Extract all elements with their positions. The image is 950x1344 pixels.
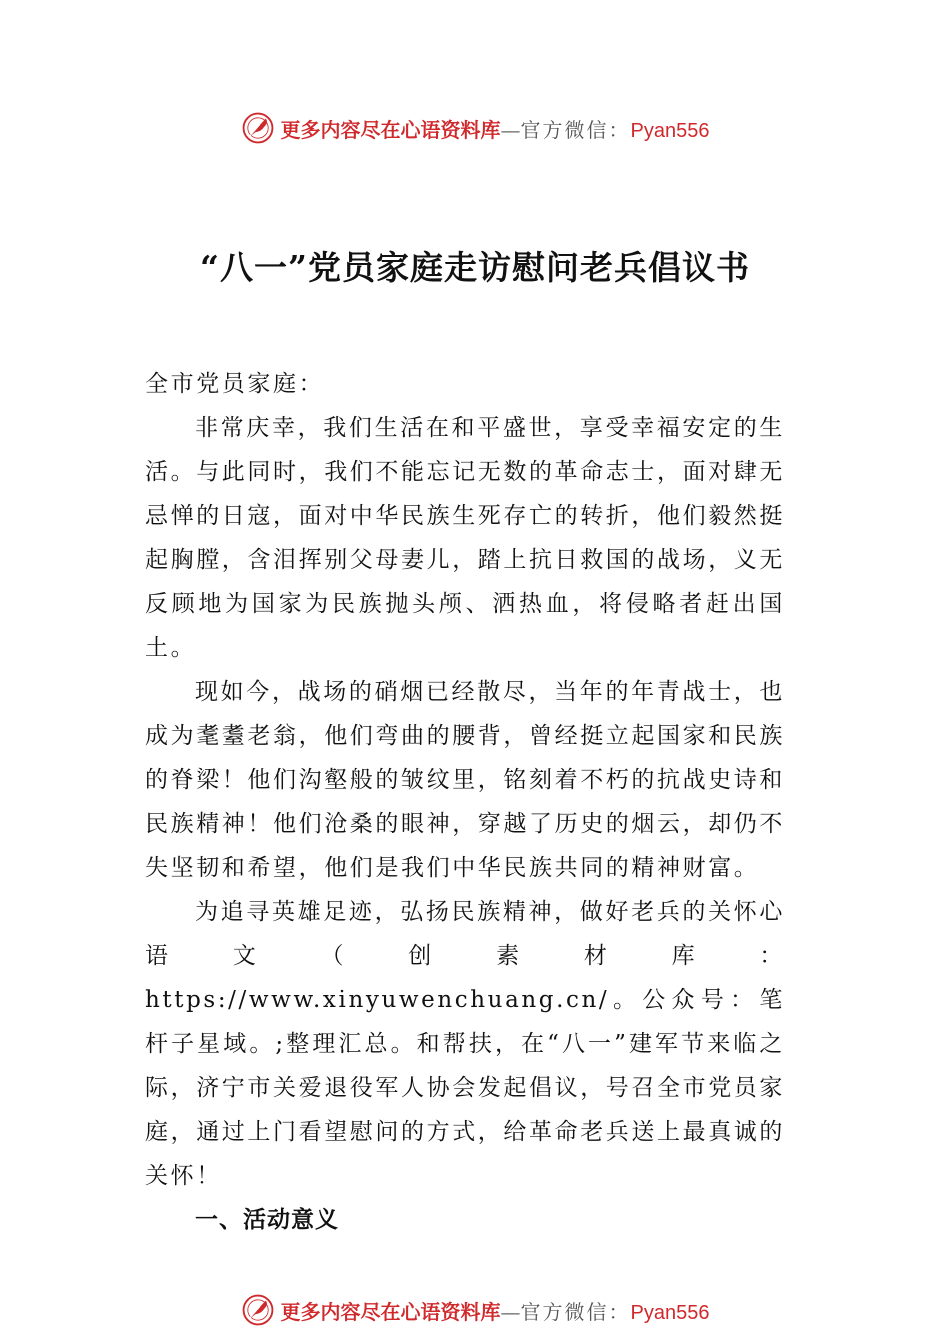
watermark-main-text: 更多内容尽在心语资料库 <box>280 1299 501 1324</box>
salutation: 全市党员家庭： <box>145 371 325 397</box>
watermark-footer <box>0 1290 950 1330</box>
watermark-header <box>0 108 950 148</box>
watermark-main-text: 更多内容尽在心语资料库 <box>280 117 501 142</box>
document-body <box>145 362 785 1242</box>
watermark-wechat-label: 官方微信： <box>520 1299 631 1324</box>
watermark-dash: — <box>500 117 521 142</box>
section-heading: 一、活动意义 <box>195 1207 339 1233</box>
feather-quill-logo-icon <box>241 111 275 145</box>
watermark-wechat-label: 官方微信： <box>520 117 631 142</box>
watermark-wechat-id: Pyan556 <box>630 119 710 142</box>
paragraph-2: 现如今，战场的硝烟已经散尽，当年的年青战士，也成为耄耋老翁，他们弯曲的腰背，曾经挺立起国家和民族的脊梁！他们沟壑般的皱纹里，铭刻着不朽的抗战史诗和民族精神！他们沧桑的眼神，穿越了历史的烟云，却仍不失坚韧和希望，他们是我们中华民族共同的精神财富。 <box>145 679 785 881</box>
watermark-dash: — <box>500 1299 521 1324</box>
watermark-wechat-id: Pyan556 <box>630 1301 710 1324</box>
document-title: “八一”党员家庭走访慰问老兵倡议书 <box>200 248 750 287</box>
paragraph-1: 非常庆幸，我们生活在和平盛世，享受幸福安定的生活。与此同时，我们不能忘记无数的革命志士，面对肆无忌惮的日寇，面对中华民族生死存亡的转折，他们毅然挺起胸膛，含泪挥别父母妻儿，踏上抗日救国的战场，义无反顾地为国家为民族抛头颅、洒热血，将侵略者赶出国土。 <box>145 415 785 661</box>
feather-quill-logo-icon <box>241 1293 275 1327</box>
watermark-text <box>281 114 710 143</box>
watermark-text <box>281 1296 710 1325</box>
paragraph-3: 为追寻英雄足迹，弘扬民族精神，做好老兵的关怀心语文（创素材库：https://www.xinyuwenchuang.cn/。公众号：笔杆子星域。;整理汇总。和帮扶，在“八一”建军节来临之际，济宁市关爱退役军人协会发起倡议，号召全市党员家庭，通过上门看望慰问的方式，给革命老兵送上最真诚的关怀！ <box>145 899 785 1189</box>
